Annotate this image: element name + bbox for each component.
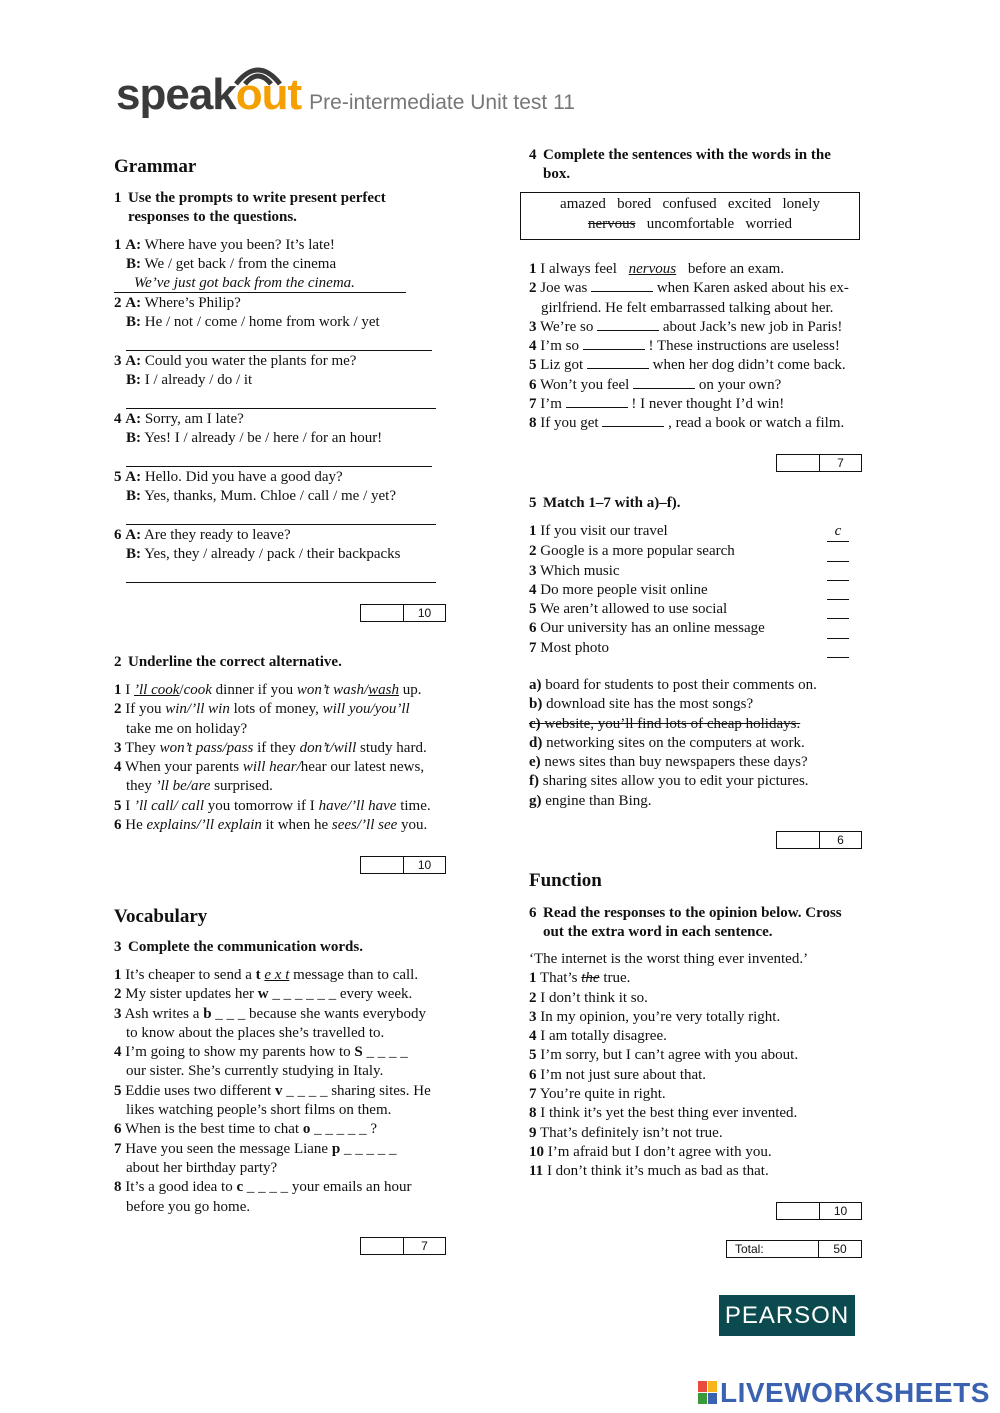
match-answer[interactable] xyxy=(827,600,849,619)
score-box[interactable]: 10 xyxy=(360,856,446,874)
response-sentence[interactable]: 6 I’m not just sure about that. xyxy=(529,1066,707,1083)
ex3-items: 1 It’s cheaper to send a t e x t message than to call. 2 My sister updates her w _ _ _ _ _ _ every week. 3 Ash writes a b _ _ _ because she wants everybody to know about the places she’s travelled to. 4 I’m going to show my parents how to S _ _ _ _ our sister. She’s currently studying in Italy. 5 Eddie uses two different v _ _ _ _ sharing sites. He likes watching people’s short films on them. 6 When is the best time to chat o _ _ _ _ _ ? 7 Have you seen the message Liane p _ _ _ _ _ about her birthday party? 8 It’s a good idea to c _ _ _ _ your emails an hour before you go home. xyxy=(114,966,484,1217)
gap-field[interactable] xyxy=(591,279,653,292)
match-row: 3 Which music xyxy=(529,562,849,581)
gap-field[interactable] xyxy=(633,376,695,389)
ex1-item: 5 A: Hello. Did you have a good day? B: Yes, thanks, Mum. Chloe / call / me / yet? xyxy=(114,469,396,505)
match-row: 4 Do more people visit online xyxy=(529,581,849,600)
ex2-instructions: 2 Underline the correct alternative. xyxy=(114,654,342,670)
answer-line[interactable] xyxy=(126,523,436,525)
word-gap[interactable]: 5 Eddie uses two different v _ _ _ _ sharing sites. He xyxy=(114,1082,431,1099)
word-gap[interactable]: 6 When is the best time to chat o _ _ _ _ _ ? xyxy=(114,1121,378,1138)
match-row: 5 We aren’t allowed to use social xyxy=(529,600,849,619)
match-row: 1 If you visit our travel c xyxy=(529,522,849,542)
match-row: 6 Our university has an online message xyxy=(529,619,849,638)
vocabulary-heading: Vocabulary xyxy=(114,906,208,927)
match-answer[interactable] xyxy=(827,542,849,561)
answer-line[interactable] xyxy=(126,465,432,467)
ex6-items: ‘The internet is the worst thing ever invented.’ 1 That’s the true. 2 I don’t think it so. 3 In my opinion, you’re very totally right. 4 I am totally disagree. 5 I’m sorry, but I can’t agree with you about. 6 I’m not just sure about that. 7 You’re quite in right. 8 I think it’s yet the best thing ever invented. 9 That’s definitely isn’t not true. 10 I’m afraid but I don’t agree with you. 11 I don’t think it’s much as bad as that. xyxy=(529,950,909,1182)
example-answer: We’ve just got back from the cinema. xyxy=(134,274,355,291)
ex5-instructions: 5 Match 1–7 with a)–f). xyxy=(529,495,681,511)
word-gap[interactable]: 4 I’m going to show my parents how to S _ _ _ _ xyxy=(114,1044,408,1061)
gap-field[interactable] xyxy=(566,395,628,408)
match-row: 2 Google is a more popular search xyxy=(529,542,849,561)
score-box[interactable]: 6 xyxy=(776,831,862,849)
match-row: 7 Most photo xyxy=(529,639,849,658)
match-answer[interactable] xyxy=(827,619,849,638)
response-sentence[interactable]: 8 I think it’s yet the best thing ever invented. xyxy=(529,1105,798,1122)
ex2-sentence[interactable]: 4 When your parents will hear/hear our latest news, xyxy=(114,759,425,776)
liveworksheets-icon xyxy=(698,1380,718,1404)
response-sentence[interactable]: 4 I am totally disagree. xyxy=(529,1028,667,1045)
gap-field[interactable] xyxy=(587,356,649,369)
score-box[interactable]: 7 xyxy=(360,1237,446,1255)
match-answer[interactable] xyxy=(827,581,849,600)
ex2-sentence[interactable]: 6 He explains/’ll explain it when he sees/’ll see you. xyxy=(114,817,428,834)
answer-line[interactable] xyxy=(126,581,436,583)
ex1-item: 1 A: Where have you been? It’s late! B: We / get back / from the cinema We’ve just got back from the cinema. xyxy=(114,236,454,293)
ex5-options: a) board for students to post their comments on. b) download site has the most songs? c) website, you’ll find lots of cheap holidays. d) networking sites on the computers at work. e) news sites than buy newspapers these days? f) sharing sites allow you to edit your pictures. g) engine than Bing. xyxy=(529,677,817,809)
response-sentence[interactable]: 3 In my opinion, you’re very totally right. xyxy=(529,1008,781,1025)
pearson-logo: PEARSON xyxy=(719,1295,855,1336)
ex1-instructions: 1 Use the prompts to write present perfect responses to the questions. xyxy=(114,190,386,225)
ex1-item: 6 A: Are they ready to leave? B: Yes, they / already / pack / their backpacks xyxy=(114,527,401,563)
word-gap[interactable]: 8 It’s a good idea to c _ _ _ _ your emails an hour xyxy=(114,1179,412,1196)
ex1-item: 2 A: Where’s Philip? B: He / not / come / home from work / yet xyxy=(114,295,380,331)
response-sentence[interactable]: 5 I’m sorry, but I can’t agree with you about. xyxy=(529,1047,799,1064)
ex4-items: 1 I always feel nervous before an exam. 2 Joe was when Karen asked about his ex- girlfriend. He felt embarrassed talking about her. 3 We’re so about Jack’s new job in Paris! 4 I’m so ! These instructions are useless! 5 Liz got when her dog didn’t come back. 6 Won’t you feel on your own? 7 I’m ! I never thought I’d win! 8 If you get , read a book or watch a film. xyxy=(529,261,849,432)
word-gap[interactable]: 7 Have you seen the message Liane p _ _ _ _ _ xyxy=(114,1140,397,1157)
gap-field[interactable] xyxy=(583,337,645,350)
word-gap[interactable]: 2 My sister updates her w _ _ _ _ _ _ every week. xyxy=(114,986,413,1003)
match-answer[interactable] xyxy=(827,562,849,581)
score-box[interactable]: 10 xyxy=(360,604,446,622)
ex6-instructions: 6 Read the responses to the opinion below. Cross out the extra word in each sentence. xyxy=(529,905,842,940)
liveworksheets-logo: LIVEWORKSHEETS xyxy=(698,1377,990,1409)
test-subtitle: Pre-intermediate Unit test 11 xyxy=(309,91,575,114)
response-sentence[interactable]: 11 I don’t think it’s much as bad as that. xyxy=(529,1163,769,1180)
response-sentence[interactable]: 2 I don’t think it so. xyxy=(529,989,648,1006)
score-box[interactable]: 7 xyxy=(776,454,862,472)
response-sentence[interactable]: 7 You’re quite in right. xyxy=(529,1086,666,1103)
score-box[interactable]: 10 xyxy=(776,1202,862,1220)
ex1-item: 4 A: Sorry, am I late? B: Yes! I / already / be / here / for an hour! xyxy=(114,411,383,447)
gap-field[interactable] xyxy=(597,318,659,331)
ex3-instructions: 3 Complete the communication words. xyxy=(114,939,363,955)
word-box: amazed bored confused excited lonely nervous uncomfortable worried xyxy=(520,192,860,240)
ex1-item: 3 A: Could you water the plants for me? B: I / already / do / it xyxy=(114,353,357,389)
ex2-sentence[interactable]: 2 If you win/’ll win lots of money, will you/you’ll xyxy=(114,701,410,718)
brand-out: out xyxy=(235,70,302,119)
gap-field[interactable] xyxy=(602,414,664,427)
grammar-heading: Grammar xyxy=(114,156,197,177)
total-score-box[interactable]: Total: 50 xyxy=(726,1240,862,1258)
ex5-stems xyxy=(529,522,849,658)
ex4-instructions: 4 Complete the sentences with the words in the box. xyxy=(529,147,831,182)
word-gap[interactable]: 3 Ash writes a b _ _ _ because she wants everybody xyxy=(114,1005,427,1022)
match-answer[interactable]: c xyxy=(827,522,849,542)
speakout-logo xyxy=(116,62,676,132)
function-heading: Function xyxy=(529,870,602,891)
answer-line[interactable] xyxy=(126,407,436,409)
match-answer[interactable] xyxy=(827,639,849,658)
ex2-items: 1 I ’ll cook/cook dinner if you won’t wash/wash up. 2 If you win/’ll win lots of money, will you/you’ll take me on holiday? 3 They won’t pass/pass if they don’t/will study hard. 4 When your parents will hear/hear our latest news, they ’ll be/are surprised. 5 I ’ll call/ call you tomorrow if I have/’ll have time. 6 He explains/’ll explain it when he sees/’ll see you. xyxy=(114,681,484,835)
ex2-sentence[interactable]: 5 I ’ll call/ call you tomorrow if I have/’ll have time. xyxy=(114,797,431,814)
ex2-sentence[interactable]: 3 They won’t pass/pass if they don’t/will study hard. xyxy=(114,739,427,756)
opinion-quote: ‘The internet is the worst thing ever invented.’ xyxy=(529,951,809,967)
answer-line[interactable] xyxy=(126,349,432,351)
ex2-sentence[interactable]: 1 I ’ll cook/cook dinner if you won’t wash/wash up. xyxy=(114,682,422,698)
brand-speak: speak xyxy=(116,70,236,119)
response-sentence[interactable]: 9 That’s definitely isn’t not true. xyxy=(529,1124,723,1141)
response-sentence[interactable]: 10 I’m afraid but I don’t agree with you. xyxy=(529,1143,772,1160)
